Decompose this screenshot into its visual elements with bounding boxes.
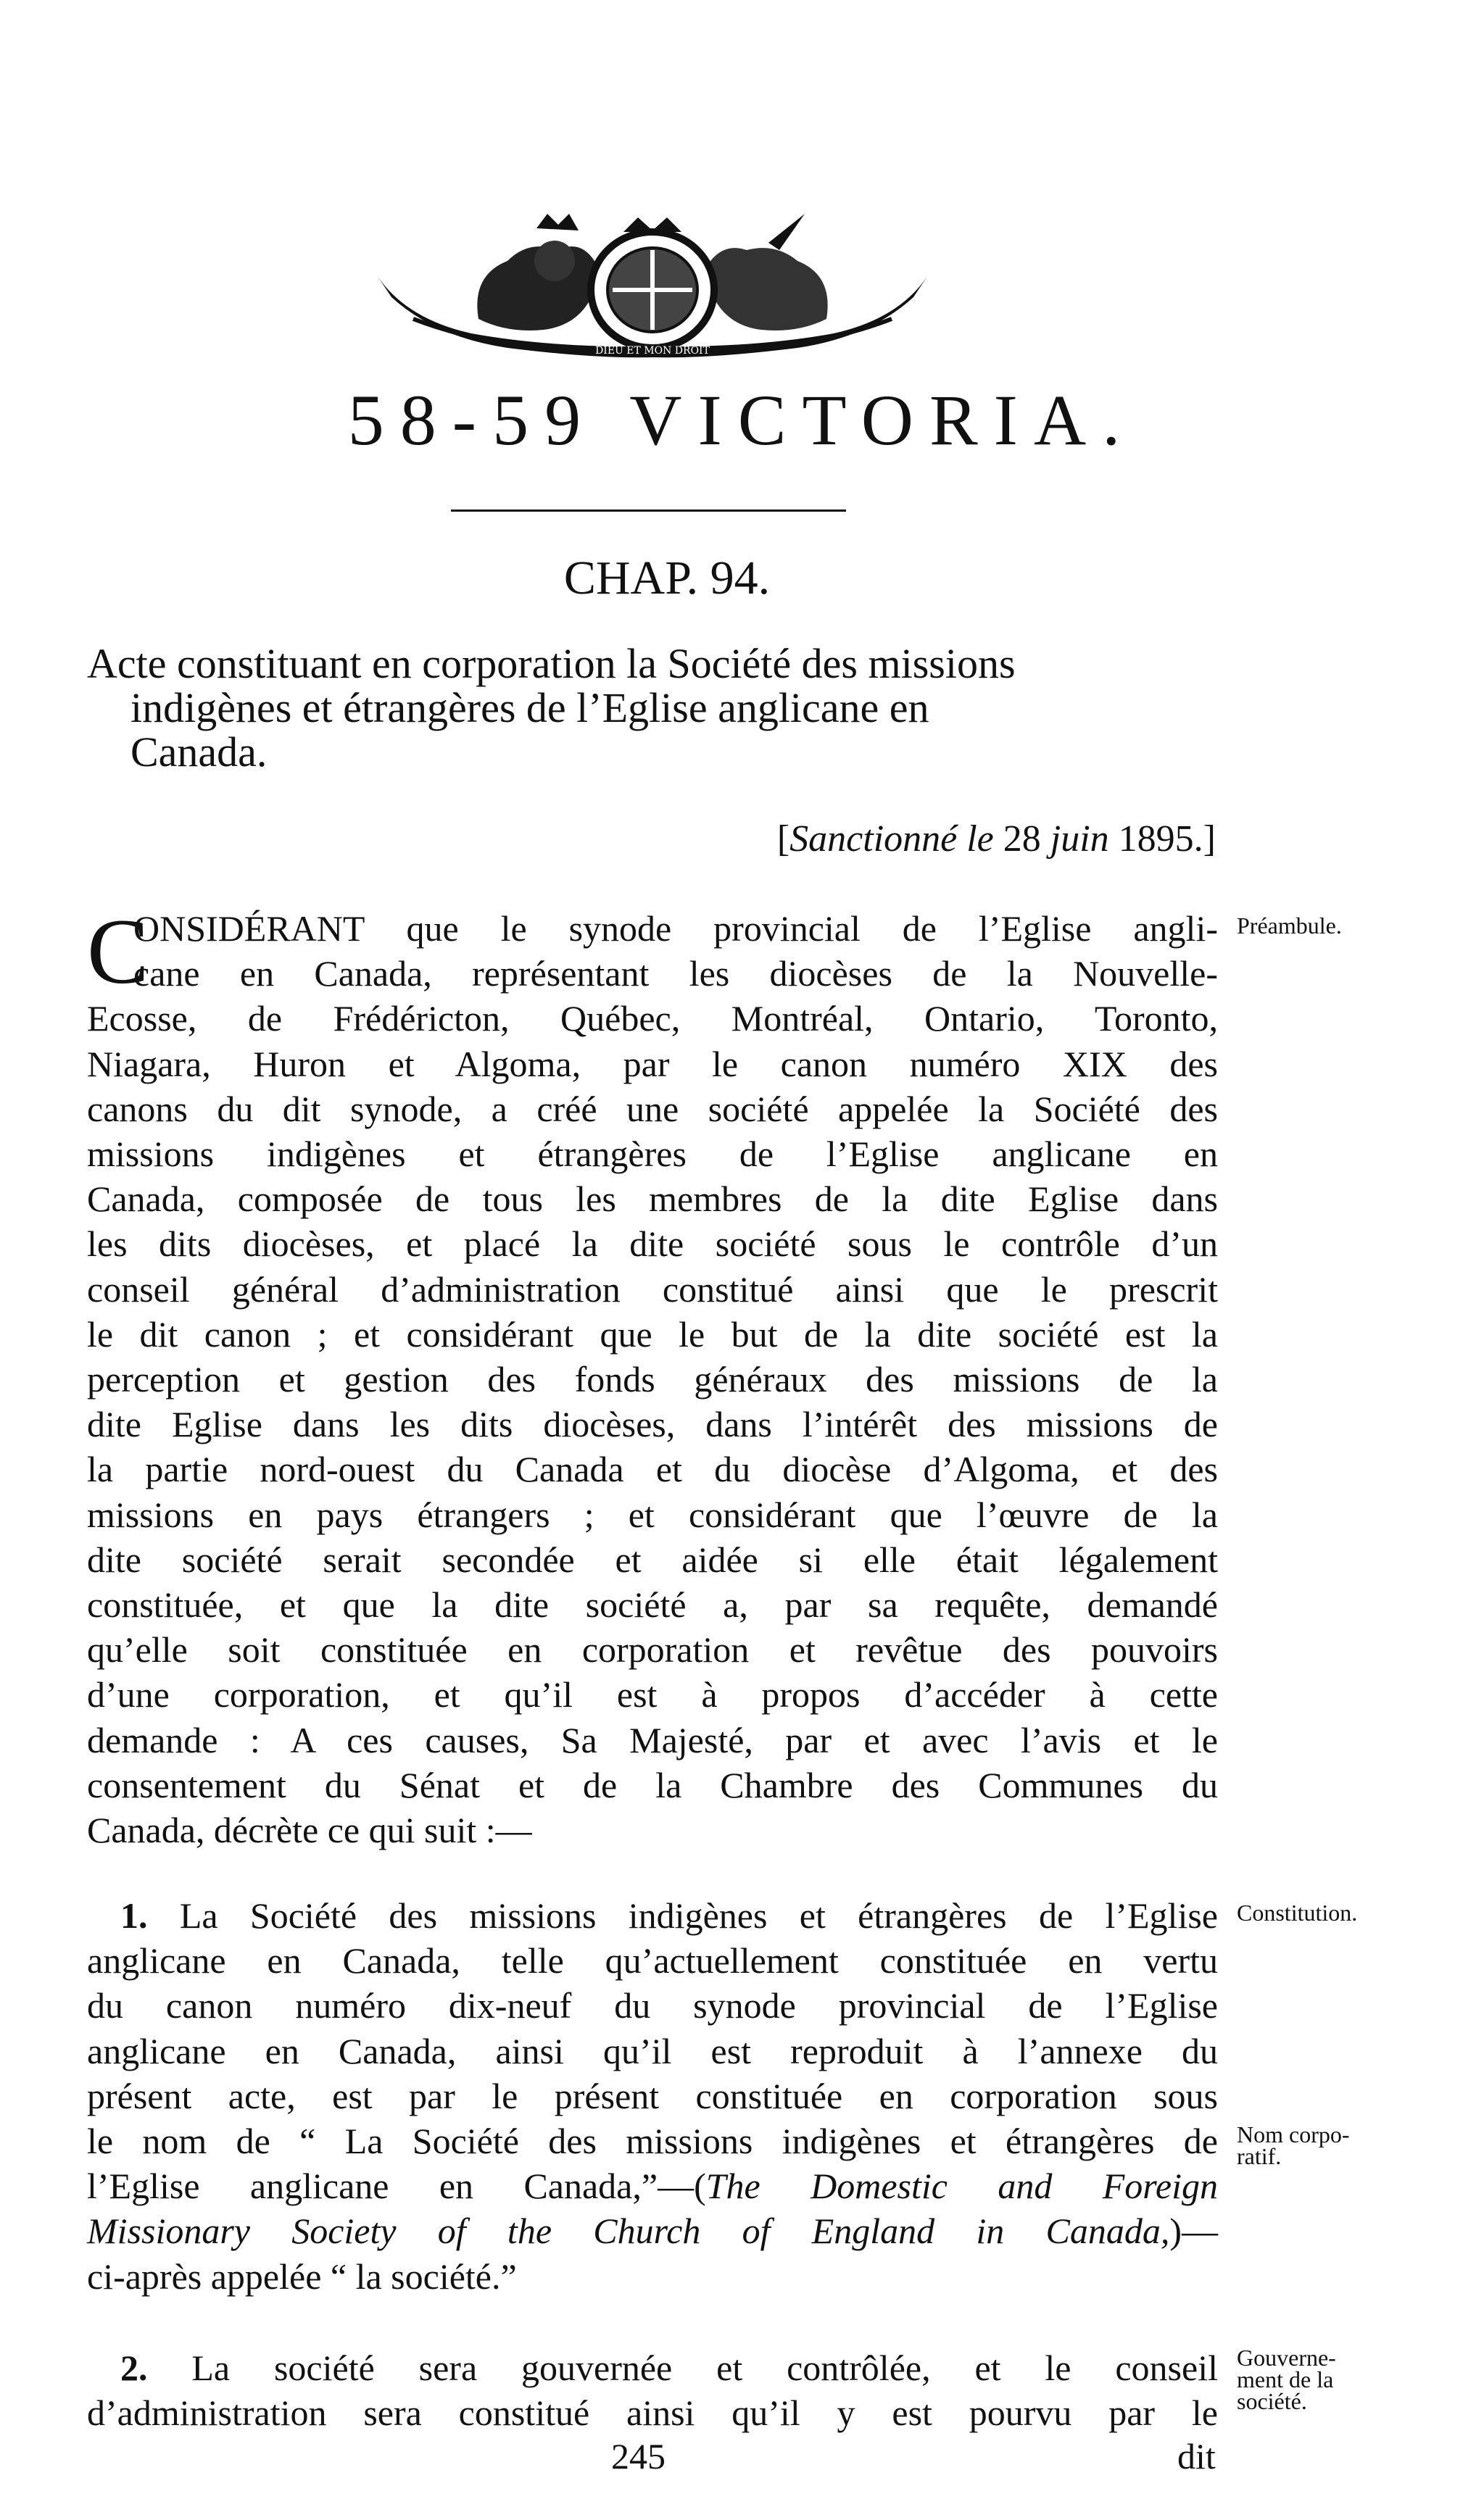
preamble-line (87, 906, 1218, 951)
preamble-line: la partie nord-ouest du Canada et du diocèse d’Algoma, et des (87, 1449, 1218, 1490)
divider (451, 510, 846, 512)
preamble-line: d’une corporation, et qu’il est à propos d’accéder à cette (87, 1674, 1218, 1716)
section-number: 1. (120, 1895, 148, 1936)
sanction-year: 1895.] (1118, 818, 1216, 860)
section-line: présent acte, est par le présent constituée en corporation sous (87, 2075, 1218, 2116)
act-title-line: Canada. (130, 728, 268, 775)
drop-cap: C (87, 900, 149, 1003)
preamble-line: cane en Canada, représentant les diocèses de la Nouvelle- (133, 953, 1218, 994)
section-line (87, 1893, 1218, 1938)
margin-note-gouvernement (1237, 2347, 1336, 2412)
royal-coat-of-arms-icon (362, 210, 942, 362)
sanction-label: Sanctionné le (789, 818, 994, 860)
preamble-line: Canada, décrète ce qui suit :— (87, 1810, 532, 1851)
sanction-month: juin (1050, 818, 1109, 860)
margin-note-line: société. (1237, 2388, 1307, 2414)
act-title-line: indigènes et étrangères de l’Eglise anglicane en (130, 684, 929, 731)
section-line: le nom de “ La Société des missions indigènes et étrangères de (87, 2121, 1218, 2162)
preamble-line: qu’elle soit constituée en corporation et revêtue des pouvoirs (87, 1629, 1218, 1671)
preamble-line: demande : A ces causes, Sa Majesté, par et avec l’avis et le (87, 1719, 1218, 1760)
section-line: anglicane en Canada, ainsi qu’il est reproduit à l’annexe du (87, 2030, 1218, 2071)
english-name: The Domestic and Foreign (705, 2166, 1218, 2207)
preamble-text (87, 900, 1218, 1852)
margin-note-line: Gouverne- (1237, 2345, 1336, 2371)
margin-note-line: ment de la (1237, 2366, 1334, 2392)
preamble-line: missions en pays étrangers ; et considérant que l’œuvre de la (87, 1494, 1218, 1535)
section-line-text: La société sera gouvernée et contrôlée, et le conseil (147, 2348, 1218, 2388)
section-line-text: )— (1169, 2211, 1218, 2252)
section-line (87, 2208, 1218, 2253)
preamble-line: constituée, et que la dite société a, par sa requête, demandé (87, 1584, 1218, 1626)
sanction-date (777, 818, 1216, 860)
section-line (87, 2345, 1218, 2390)
section-line (87, 2163, 1218, 2208)
preamble-line-text: que le synode provincial de l’Eglise angli- (364, 908, 1218, 949)
preamble-line: Canada, composée de tous les membres de la dite Eglise dans (87, 1178, 1218, 1220)
catchword: dit (1177, 2436, 1216, 2477)
preamble-line: canons du dit synode, a créé une société appelée la Société des (87, 1088, 1218, 1129)
section-line-text: La Société des missions indigènes et étrangères de l’Eglise (147, 1895, 1218, 1936)
margin-note-line: ratif. (1237, 2143, 1282, 2169)
chapter-heading: CHAP. 94. (563, 552, 771, 604)
english-name: Missionary Society of the Church of England in Canada, (87, 2211, 1170, 2252)
section-line: d’administration sera constitué ainsi qu’il y est pourvu par le (87, 2392, 1218, 2434)
preamble-line: dite Eglise dans les dits diocèses, dans l’intérêt des missions de (87, 1404, 1218, 1445)
preamble-line: Niagara, Huron et Algoma, par le canon numéro XIX des (87, 1043, 1218, 1084)
sanction-day: 28 (1003, 818, 1041, 860)
section-line: du canon numéro dix-neuf du synode provincial de l’Eglise (87, 1985, 1218, 2026)
section-2 (87, 2345, 1218, 2435)
preamble-line: les dits diocèses, et placé la dite société sous le contrôle d’un (87, 1223, 1218, 1265)
preamble-line: le dit canon ; et considérant que le but de la dite société est la (87, 1313, 1218, 1355)
margin-note-nom-corporatif (1237, 2121, 1350, 2169)
section-line: anglicane en Canada, telle qu’actuellement constituée en vertu (87, 1940, 1218, 1982)
preamble-line: consentement du Sénat et de la Chambre des Communes du (87, 1764, 1218, 1805)
section-line: ci-après appelée “ la société.” (87, 2255, 517, 2297)
regnal-years-heading: 58-59 VICTORIA. (347, 380, 1137, 460)
preamble-line: conseil général d’administration constitué ainsi que le prescrit (87, 1268, 1218, 1310)
act-title-line: Acte constituant en corporation la Société des missions (87, 640, 1016, 687)
margin-note-line: Nom corpo- (1237, 2121, 1350, 2147)
margin-note-constitution: Constitution. (1237, 1900, 1358, 1926)
page-number: 245 (611, 2436, 666, 2477)
crest-motto: DIEU ET MON DROIT (595, 345, 710, 357)
section-line-text: l’Eglise anglicane en Canada,”—( (87, 2166, 706, 2207)
preamble-line: dite société serait secondée et aidée si elle était légalement (87, 1539, 1218, 1580)
preamble-first-word: ONSIDÉRANT (133, 908, 365, 949)
section-number: 2. (120, 2348, 148, 2388)
section-1 (87, 1893, 1218, 2299)
act-title (87, 641, 1218, 774)
margin-note-preambule: Préambule. (1237, 912, 1342, 939)
preamble-line: perception et gestion des fonds généraux des missions de la (87, 1359, 1218, 1400)
sanction-bracket: [ (776, 818, 790, 860)
preamble-line: Ecosse, de Frédéricton, Québec, Montréal, Ontario, Toronto, (87, 998, 1218, 1039)
preamble-line: missions indigènes et étrangères de l’Eglise anglicane en (87, 1134, 1218, 1175)
